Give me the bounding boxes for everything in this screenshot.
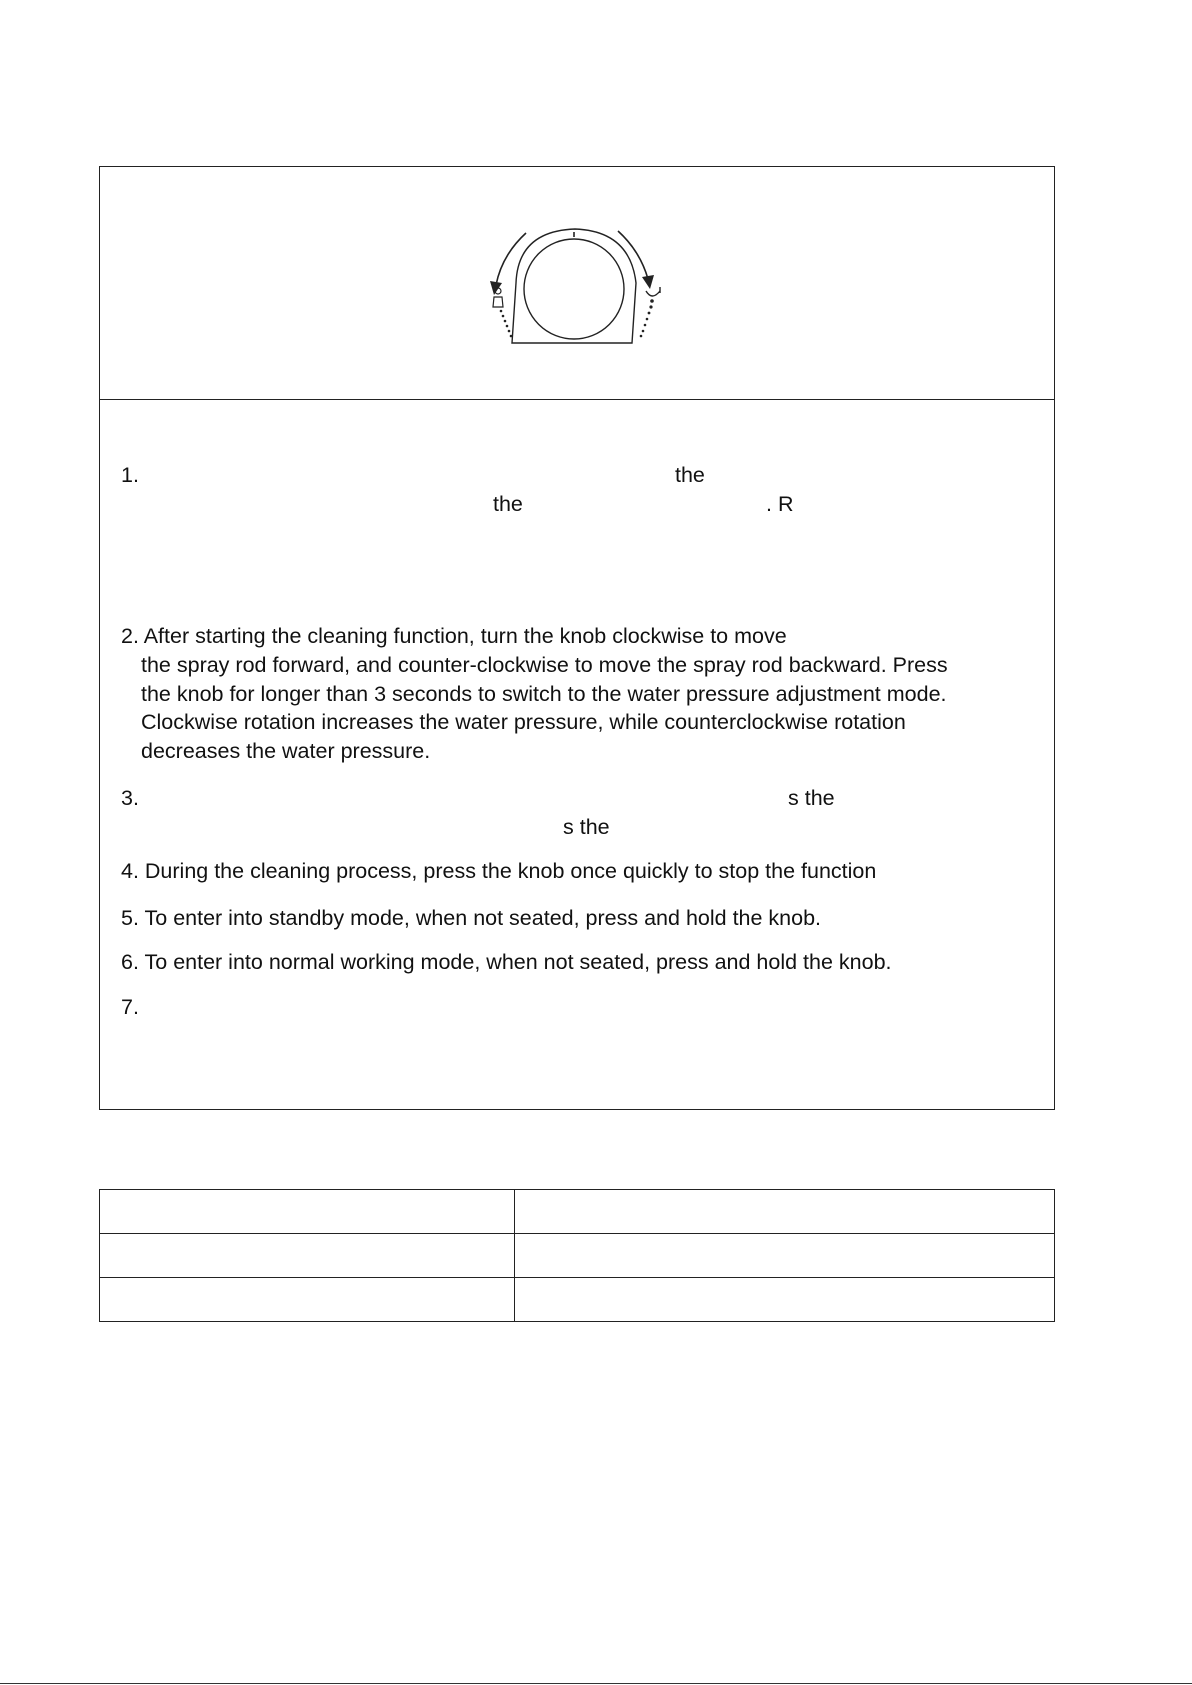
knob-diagram [480, 217, 680, 357]
item-1-fragment: the [675, 463, 705, 487]
item-3-number: 3. [121, 786, 139, 810]
table-row [100, 1190, 1055, 1234]
item-6: 6. To enter into normal working mode, when not seated, press and hold the knob. [121, 950, 892, 974]
item-2-line: Clockwise rotation increases the water pressure, while counterclockwise rotation [141, 710, 906, 734]
knob-housing [480, 217, 660, 251]
table-cell [515, 1234, 1055, 1278]
left-dotted-trail [500, 310, 513, 338]
table-cell [100, 1234, 515, 1278]
item-2-line: the knob for longer than 3 seconds to switch to the water pressure adjustment mode. [141, 682, 947, 706]
item-3-fragment: s the [788, 786, 835, 810]
table-row [100, 1278, 1055, 1322]
table-cell [100, 1190, 515, 1234]
item-5: 5. To enter into standby mode, when not seated, press and hold the knob. [121, 906, 822, 930]
item-4: 4. During the cleaning process, press the knob once quickly to stop the function [121, 859, 877, 883]
diagram-panel [100, 167, 1054, 400]
item-7-number: 7. [121, 995, 139, 1019]
spec-table [99, 1189, 1055, 1322]
item-1-fragment: . R [766, 492, 794, 516]
front-wash-icon [646, 287, 660, 296]
item-3-fragment: s the [563, 815, 610, 839]
item-1-fragment: the [493, 492, 523, 516]
right-dotted-trail [640, 299, 654, 337]
item-2-line: the spray rod forward, and counter-clockwise to move the spray rod backward. Press [141, 653, 948, 677]
item-2-line: 2. After starting the cleaning function, turn the knob clockwise to move [121, 624, 787, 648]
table-cell [100, 1278, 515, 1322]
table-row [100, 1234, 1055, 1278]
table-cell [515, 1278, 1055, 1322]
item-2-line: decreases the water pressure. [141, 739, 431, 763]
rear-wash-icon [493, 288, 503, 307]
knob-dial [524, 239, 624, 339]
item-1-number: 1. [121, 463, 139, 487]
footer-divider [0, 1683, 1192, 1684]
table-cell [515, 1190, 1055, 1234]
clockwise-arrow [618, 231, 648, 279]
instructions-text [100, 400, 1054, 1111]
knob-instructions-box [99, 166, 1055, 1110]
